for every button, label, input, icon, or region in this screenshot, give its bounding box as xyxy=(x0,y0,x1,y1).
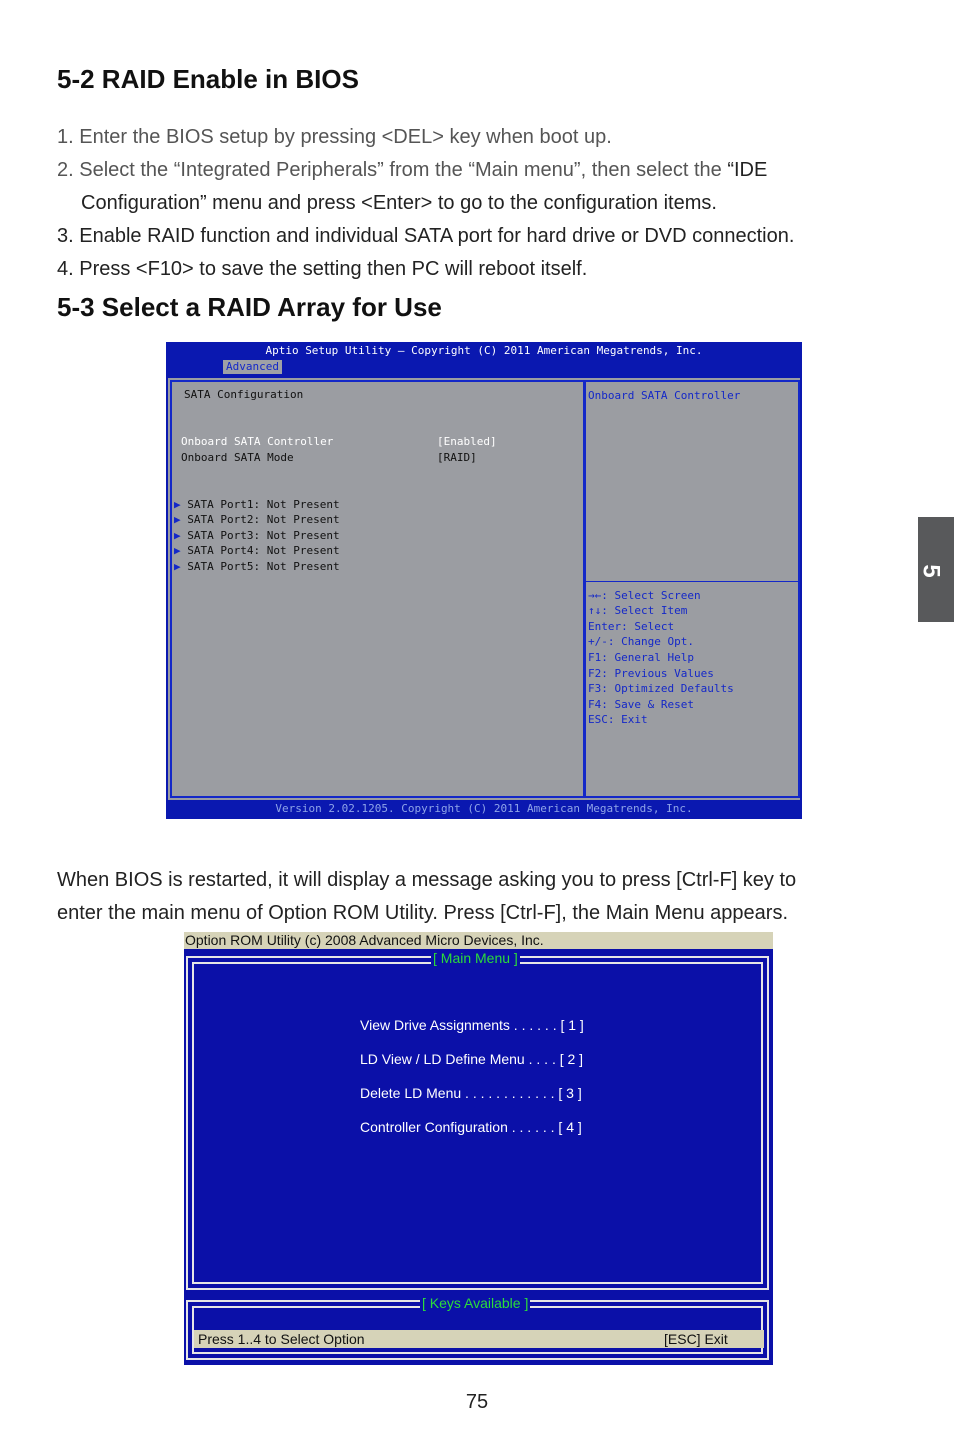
step-2-ide: “IDE xyxy=(727,159,768,181)
onboard-sata-mode-value[interactable]: [RAID] xyxy=(437,451,477,464)
key-hint-change-opt: +/-: Change Opt. xyxy=(588,635,694,648)
page-number: 75 xyxy=(465,1391,489,1413)
bios-tab-advanced[interactable]: Advanced xyxy=(223,360,282,374)
key-hint-f1: F1: General Help xyxy=(588,651,694,664)
menu-item-view-drive-assignments[interactable]: View Drive Assignments . . . . . . [ 1 ] xyxy=(360,1017,584,1033)
onboard-sata-controller-value[interactable]: [Enabled] xyxy=(437,435,497,448)
restart-line-2: enter the main menu of Option ROM Utility. Press [Ctrl-F], the Main Menu appears. xyxy=(57,902,789,924)
key-hint-f2: F2: Previous Values xyxy=(588,667,714,680)
submenu-arrow-icon: ▶ xyxy=(174,498,188,511)
esc-exit-hint[interactable]: [ESC] Exit xyxy=(664,1331,728,1347)
submenu-arrow-icon: ▶ xyxy=(174,560,188,573)
key-hint-enter: Enter: Select xyxy=(588,620,675,633)
section-title-raid-enable: 5-2 RAID Enable in BIOS xyxy=(57,64,359,94)
keys-available-label: [ Keys Available ] xyxy=(422,1295,529,1311)
bios-settings-pane xyxy=(170,380,585,798)
key-hint-select-item: ↑↓: Select Item xyxy=(588,604,688,617)
restart-paragraph xyxy=(57,864,796,930)
option-rom-title: Option ROM Utility (c) 2008 Advanced Micro Devices, Inc. xyxy=(184,932,773,949)
main-menu-label: [ Main Menu ] xyxy=(433,950,518,966)
sata-port-5-label: SATA Port5: Not Present xyxy=(187,560,340,573)
menu-item-controller-configuration[interactable]: Controller Configuration . . . . . . [ 4 ] xyxy=(360,1119,582,1135)
bios-title: Aptio Setup Utility – Copyright (C) 2011 American Megatrends, Inc. xyxy=(265,344,703,357)
restart-line-1: When BIOS is restarted, it will display a message asking you to press [Ctrl-F] key to xyxy=(57,869,797,891)
section-title-raid-array: 5-3 Select a RAID Array for Use xyxy=(57,292,442,322)
bios-help-pane xyxy=(584,380,800,798)
status-bar xyxy=(194,1330,764,1348)
step-2 xyxy=(57,154,794,187)
menu-item-ld-view-define[interactable]: LD View / LD Define Menu . . . . [ 2 ] xyxy=(360,1051,584,1067)
option-rom-screenshot xyxy=(184,932,773,1365)
step-1: 1. Enter the BIOS setup by pressing <DEL> key when boot up. xyxy=(57,126,612,148)
status-hint: Press 1..4 to Select Option xyxy=(198,1331,365,1347)
key-hint-esc: ESC: Exit xyxy=(588,713,648,726)
sata-port-3-label: SATA Port3: Not Present xyxy=(187,529,340,542)
sata-port-3-item[interactable] xyxy=(174,529,340,543)
submenu-arrow-icon: ▶ xyxy=(174,544,188,557)
sata-port-4-label: SATA Port4: Not Present xyxy=(187,544,340,557)
steps-list xyxy=(57,121,794,286)
help-title: Onboard SATA Controller xyxy=(588,389,741,402)
onboard-sata-controller-label[interactable]: Onboard SATA Controller xyxy=(181,435,334,448)
bios-heading: SATA Configuration xyxy=(184,388,304,401)
bios-panel xyxy=(168,378,800,800)
submenu-arrow-icon: ▶ xyxy=(174,529,188,542)
bios-screenshot xyxy=(166,342,802,819)
submenu-arrow-icon: ▶ xyxy=(174,513,188,526)
key-hint-f4: F4: Save & Reset xyxy=(588,698,694,711)
step-2-text: 2. Select the “Integrated Peripherals” from the “Main menu”, then select the xyxy=(57,159,728,181)
step-2-continued: Configuration” menu and press <Enter> to go to the configuration items. xyxy=(81,192,717,214)
sata-port-1-label: SATA Port1: Not Present xyxy=(187,498,340,511)
sata-port-4-item[interactable] xyxy=(174,544,340,558)
sata-port-2-item[interactable] xyxy=(174,513,340,527)
help-divider xyxy=(586,581,798,582)
sata-port-5-item[interactable] xyxy=(174,560,340,574)
bios-footer: Version 2.02.1205. Copyright (C) 2011 American Megatrends, Inc. xyxy=(275,802,693,815)
chapter-tab xyxy=(918,517,954,622)
chapter-number: 5 xyxy=(917,564,945,578)
sata-port-1-item[interactable] xyxy=(174,498,340,512)
sata-port-2-label: SATA Port2: Not Present xyxy=(187,513,340,526)
step-4: 4. Press <F10> to save the setting then PC will reboot itself. xyxy=(57,258,588,280)
key-hint-select-screen: →←: Select Screen xyxy=(588,589,701,602)
onboard-sata-mode-label[interactable]: Onboard SATA Mode xyxy=(181,451,294,464)
key-hint-f3: F3: Optimized Defaults xyxy=(588,682,734,695)
step-3: 3. Enable RAID function and individual SATA port for hard drive or DVD connection. xyxy=(57,225,795,247)
menu-item-delete-ld[interactable]: Delete LD Menu . . . . . . . . . . . . [ 3 ] xyxy=(360,1085,582,1101)
